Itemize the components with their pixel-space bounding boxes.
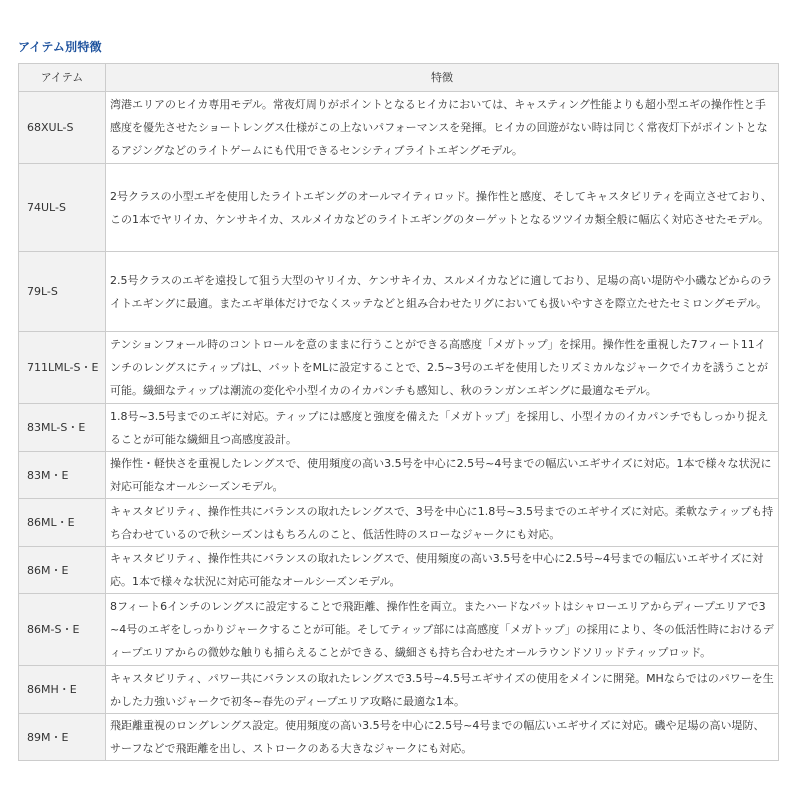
item-name: 83ML-S・E (19, 404, 106, 452)
item-description-text: テンションフォール時のコントロールを意のままに行うことができる高感度「メガトップ」を採用。操作性を重視した7フィート11インチのレングスにティップはL、バットをMLに設定することで、2.5~3号のエギを使用したリズミカルなジャークでイカを誘うことが可能。繊細なティップは潮流の変化や小型イカのイカパンチも感知し、秋のランガンエギングに最適なモデル。 (110, 338, 768, 397)
item-description (106, 252, 779, 332)
header-item: アイテム (19, 64, 106, 92)
item-description (106, 452, 779, 499)
item-description-text: キャスタビリティ、操作性共にバランスの取れたレングスで、使用頻度の高い3.5号を中心に2.5号~4号までの幅広いエギサイズに対応。1本で様々な状況に対応可能なオールシーズンモデル。 (110, 552, 764, 588)
item-name: 711LML-S・E (19, 332, 106, 404)
table-row (19, 594, 779, 666)
item-description-text: 湾港エリアのヒイカ専用モデル。常夜灯周りがポイントとなるヒイカにおいては、キャスティング性能よりも超小型エギの操作性と手感度を優先させたショートレングス仕様がこの上ないパフォーマンスを発揮。ヒイカの回遊がない時は同じく常夜灯下がポイントとなるアジングなどのライトゲームにも代用できるセンシティブライトエギングモデル。 (110, 98, 768, 157)
item-description (106, 594, 779, 666)
table-row (19, 332, 779, 404)
item-description (106, 547, 779, 594)
table-row (19, 714, 779, 761)
table-row (19, 164, 779, 252)
table-row (19, 252, 779, 332)
table-header-row (19, 64, 779, 92)
item-name: 68XUL-S (19, 92, 106, 164)
item-description-text: 2.5号クラスのエギを遠投して狙う大型のヤリイカ、ケンサキイカ、スルメイカなどに適しており、足場の高い堤防や小磯などからのライトエギングに最適。またエギ単体だけでなくスッテなどと組み合わせたリグにおいても扱いやすさを際立たせたセミロングモデル。 (110, 273, 773, 310)
item-feature-table (18, 63, 779, 761)
table-row (19, 499, 779, 547)
item-name: 86MH・E (19, 666, 106, 714)
table-row (19, 547, 779, 594)
item-description (106, 164, 779, 252)
item-description-text: キャスタビリティ、パワー共にバランスの取れたレングスで3.5号~4.5号エギサイズの使用をメインに開発。MHならではのパワーを生かした力強いジャークで初冬~春先のディープエリア攻略に最適な1本。 (110, 671, 774, 708)
item-description-text: キャスタビリティ、操作性共にバランスの取れたレングスで、3号を中心に1.8号~3.5号までのエギサイズに対応。柔軟なティップも持ち合わせているので秋シーズンはもちろんのこと、低活性時のスローなジャークにも対応。 (110, 504, 774, 541)
table-row (19, 404, 779, 452)
item-description-text: 1.8号~3.5号までのエギに対応。ティップには感度と強度を備えた「メガトップ」を採用し、小型イカのイカパンチでもしっかり捉えることが可能な繊細且つ高感度設計。 (110, 409, 769, 446)
item-name: 86M・E (19, 547, 106, 594)
item-description (106, 714, 779, 761)
item-name: 89M・E (19, 714, 106, 761)
item-name: 83M・E (19, 452, 106, 499)
item-name: 74UL-S (19, 164, 106, 252)
table-row (19, 92, 779, 164)
table-row (19, 666, 779, 714)
item-name: 86M-S・E (19, 594, 106, 666)
table-row (19, 452, 779, 499)
item-description-text: 操作性・軽快さを重視したレングスで、使用頻度の高い3.5号を中心に2.5号~4号までの幅広いエギサイズに対応。1本で様々な状況に対応可能なオールシーズンモデル。 (110, 457, 772, 493)
item-name: 79L-S (19, 252, 106, 332)
item-description (106, 499, 779, 547)
item-description-text: 飛距離重視のロングレングス設定。使用頻度の高い3.5号を中心に2.5号~4号までの幅広いエギサイズに対応。磯や足場の高い堤防、サーフなどで飛距離を出し、ストロークのある大きなジャークにも対応。 (110, 719, 765, 755)
item-description (106, 92, 779, 164)
item-description-text: 2号クラスの小型エギを使用したライトエギングのオールマイティロッド。操作性と感度、そしてキャスタビリティを両立させており、この1本でヤリイカ、ケンサキイカ、スルメイカなどのライトエギングのターゲットとなるツツイカ類全般に幅広く対応させたモデル。 (110, 189, 772, 226)
item-description (106, 666, 779, 714)
item-name: 86ML・E (19, 499, 106, 547)
item-description (106, 404, 779, 452)
section-title: アイテム別特徴 (18, 40, 102, 54)
item-description-text: 8フィート6インチのレングスに設定することで飛距離、操作性を両立。またハードなバットはシャローエリアからディープエリアで3~4号のエギをしっかりジャークすることが可能。そしてティップ部には高感度「メガトップ」の採用により、冬の低活性時におけるディープエリアからの微妙な触りも捕らえることができる、繊細さも持ち合わせたオールラウンドソリッドティップロッド。 (110, 600, 774, 659)
item-description (106, 332, 779, 404)
header-feature: 特徴 (106, 64, 779, 92)
